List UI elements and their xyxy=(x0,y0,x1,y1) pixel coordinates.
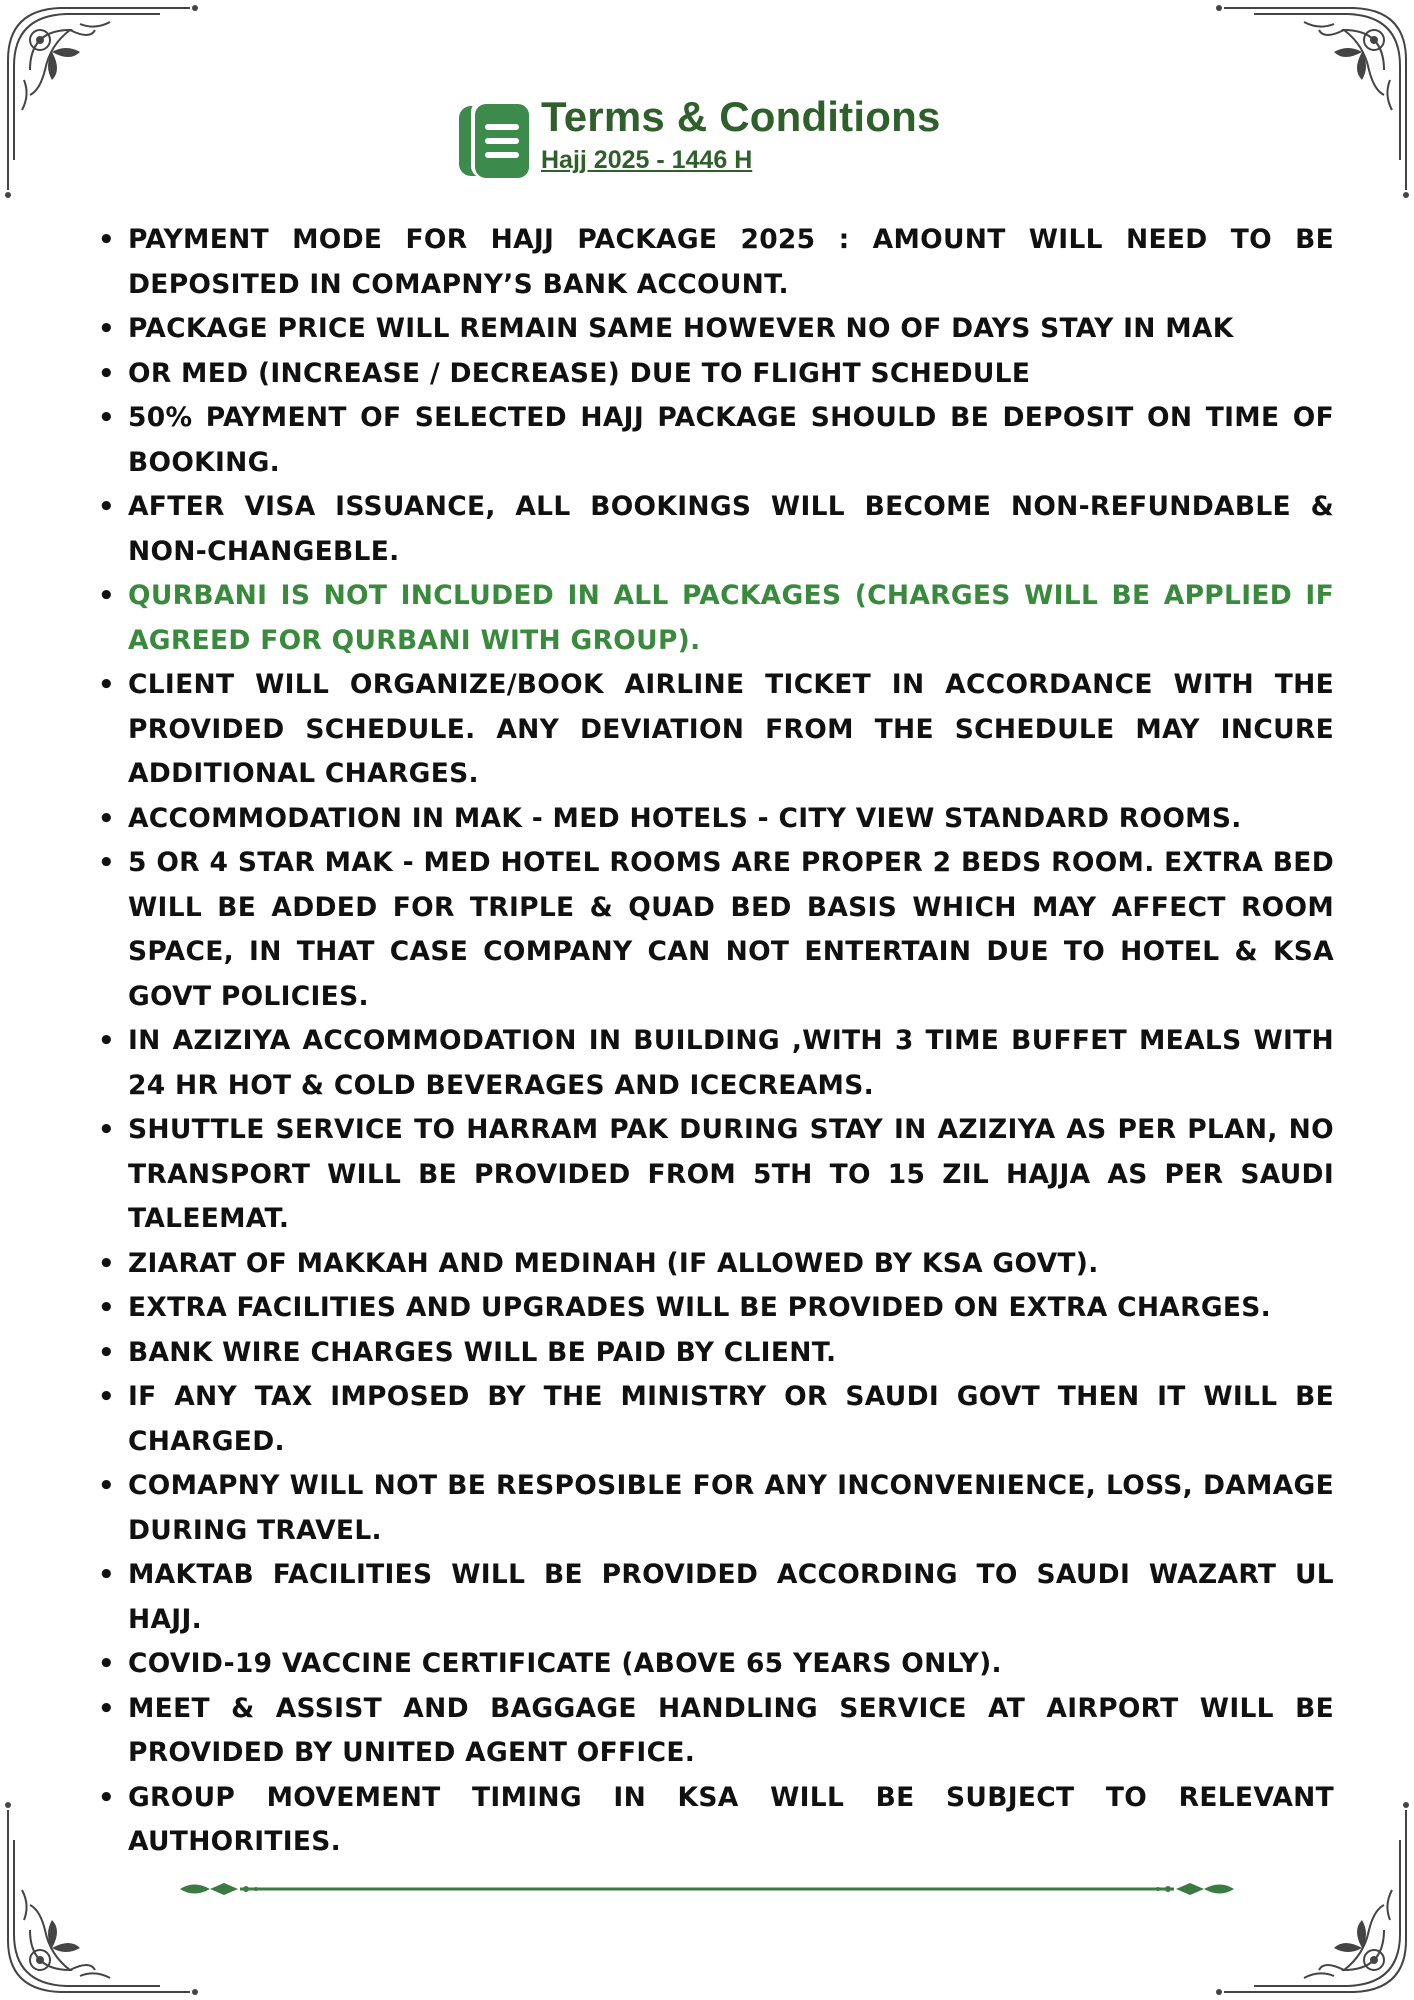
bullet: • xyxy=(98,1382,115,1412)
term-text: EXTRA FACILITIES AND UPGRADES WILL BE PROVIDED ON EXTRA CHARGES. xyxy=(128,1292,1272,1323)
page-subtitle: Hajj 2025 - 1446 H xyxy=(541,146,753,174)
bullet: • xyxy=(98,1471,115,1501)
document-icon xyxy=(459,100,531,182)
term-item xyxy=(94,485,1334,574)
page-header xyxy=(459,92,941,182)
term-text: OR MED (INCREASE / DECREASE) DUE TO FLIGHT SCHEDULE xyxy=(128,357,1031,389)
term-item xyxy=(94,1019,1334,1108)
bullet: • xyxy=(98,403,115,433)
term-item xyxy=(94,1331,1334,1376)
divider-ornament xyxy=(180,1874,1234,1904)
term-text: MAKTAB FACILITIES WILL BE PROVIDED ACCORDING TO SAUDI WAZART UL HAJJ. xyxy=(128,1559,1334,1635)
title-block xyxy=(541,92,941,175)
term-item xyxy=(94,352,1334,397)
term-text: COMAPNY WILL NOT BE RESPOSIBLE FOR ANY INCONVENIENCE, LOSS, DAMAGE DURING TRAVEL. xyxy=(128,1470,1334,1546)
terms-list xyxy=(94,218,1334,1865)
ornament-icon xyxy=(0,0,210,210)
term-text: IN AZIZIYA ACCOMMODATION IN BUILDING ,WITH 3 TIME BUFFET MEALS WITH 24 HR HOT & COLD BEVERAGES AND ICECREAMS. xyxy=(128,1025,1334,1101)
corner-ornament-top-left xyxy=(0,0,210,210)
bullet: • xyxy=(98,1337,115,1368)
term-item xyxy=(94,1286,1334,1331)
bullet: • xyxy=(98,803,115,834)
corner-ornament-top-right xyxy=(1204,0,1414,210)
term-text: MEET & ASSIST AND BAGGAGE HANDLING SERVICE AT AIRPORT WILL BE PROVIDED BY UNITED AGENT OFFICE. xyxy=(128,1692,1334,1768)
term-text: AFTER VISA ISSUANCE, ALL BOOKINGS WILL BECOME NON-REFUNDABLE & NON-CHANGEBLE. xyxy=(128,491,1334,567)
bullet: • xyxy=(98,358,115,389)
bullet: • xyxy=(98,1293,115,1323)
term-text: COVID-19 VACCINE CERTIFICATE (ABOVE 65 YEARS ONLY). xyxy=(128,1648,1002,1679)
bullet: • xyxy=(98,581,115,611)
term-item xyxy=(94,663,1334,797)
term-item xyxy=(94,1108,1334,1242)
bullet: • xyxy=(98,1693,115,1724)
term-item xyxy=(94,1553,1334,1642)
term-text: 50% PAYMENT OF SELECTED HAJJ PACKAGE SHOULD BE DEPOSIT ON TIME OF BOOKING. xyxy=(128,402,1334,478)
bullet: • xyxy=(98,225,115,255)
bullet: • xyxy=(98,848,115,878)
term-item xyxy=(94,307,1334,352)
term-text: GROUP MOVEMENT TIMING IN KSA WILL BE SUBJECT TO RELEVANT AUTHORITIES. xyxy=(128,1781,1334,1857)
term-item xyxy=(94,218,1334,307)
term-text: IF ANY TAX IMPOSED BY THE MINISTRY OR SAUDI GOVT THEN IT WILL BE CHARGED. xyxy=(128,1381,1334,1457)
term-text: PAYMENT MODE FOR HAJJ PACKAGE 2025 : AMOUNT WILL NEED TO BE DEPOSITED IN COMAPNY’S BANK ACCOUNT. xyxy=(128,224,1334,300)
bullet: • xyxy=(98,1560,115,1590)
term-text: ZIARAT OF MAKKAH AND MEDINAH (IF ALLOWED BY KSA GOVT). xyxy=(128,1247,1099,1279)
term-text: 5 OR 4 STAR MAK - MED HOTEL ROOMS ARE PROPER 2 BEDS ROOM. EXTRA BED WILL BE ADDED FOR TRIPLE & QUAD BED BASIS WHICH MAY AFFECT ROOM SPACE, IN THAT CASE COMPANY CAN NOT ENTERTAIN DUE TO HOTEL & KSA GOVT POLICIES. xyxy=(128,847,1334,1012)
term-item xyxy=(94,396,1334,485)
bullet: • xyxy=(98,492,115,522)
term-item-highlighted xyxy=(94,574,1334,663)
term-text: BANK WIRE CHARGES WILL BE PAID BY CLIENT. xyxy=(128,1336,837,1368)
term-item xyxy=(94,797,1334,842)
term-item xyxy=(94,1375,1334,1464)
term-item xyxy=(94,841,1334,1019)
ornament-icon xyxy=(1204,0,1414,210)
bullet: • xyxy=(98,314,115,344)
term-item xyxy=(94,1464,1334,1553)
page-title: Terms & Conditions xyxy=(541,93,941,140)
bullet: • xyxy=(98,670,115,700)
term-text: QURBANI IS NOT INCLUDED IN ALL PACKAGES (CHARGES WILL BE APPLIED IF AGREED FOR QURBANI WITH GROUP). xyxy=(128,580,1334,656)
term-item xyxy=(94,1242,1334,1287)
bullet: • xyxy=(98,1649,115,1679)
term-item xyxy=(94,1776,1334,1865)
term-item xyxy=(94,1687,1334,1776)
bullet: • xyxy=(98,1115,115,1145)
bullet: • xyxy=(98,1026,115,1056)
term-text: SHUTTLE SERVICE TO HARRAM PAK DURING STAY IN AZIZIYA AS PER PLAN, NO TRANSPORT WILL BE PROVIDED FROM 5TH TO 15 ZIL HAJJA AS PER SAUDI TALEEMAT. xyxy=(128,1114,1334,1234)
term-text: CLIENT WILL ORGANIZE/BOOK AIRLINE TICKET IN ACCORDANCE WITH THE PROVIDED SCHEDULE. ANY DEVIATION FROM THE SCHEDULE MAY INCURE ADDITIONAL CHARGES. xyxy=(128,669,1334,789)
bullet: • xyxy=(98,1248,115,1279)
term-text: PACKAGE PRICE WILL REMAIN SAME HOWEVER NO OF DAYS STAY IN MAK xyxy=(128,313,1234,344)
bullet: • xyxy=(98,1782,115,1813)
term-item xyxy=(94,1642,1334,1687)
term-text: ACCOMMODATION IN MAK - MED HOTELS - CITY VIEW STANDARD ROOMS. xyxy=(128,802,1242,834)
